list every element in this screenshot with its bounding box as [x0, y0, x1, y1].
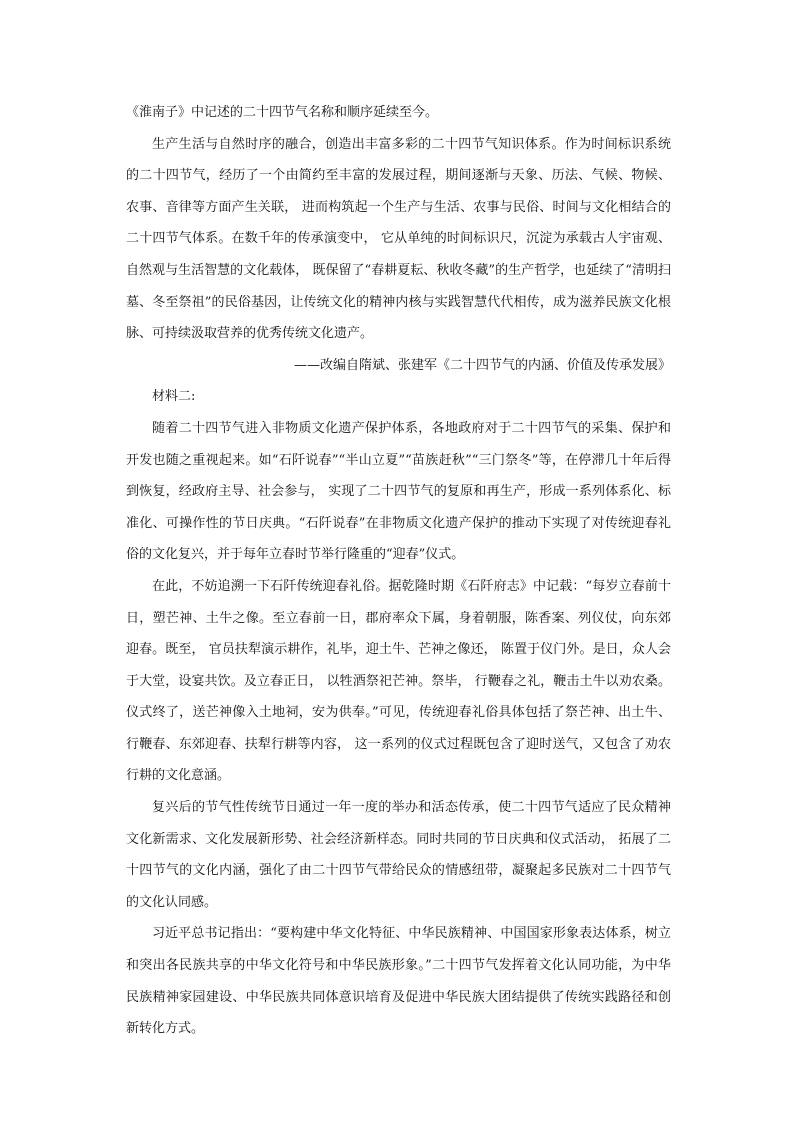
paragraph: 复兴后的节气性传统节日通过一年一度的举办和活态传承，使二十四节气适应了民众精神文化新需求、文化发展新形势、社会经济新样态。同时共同的节日庆典和仪式活动， 拓展了二十四节气的文化内涵，强化了由二十四节气带给民众的情感纽带，凝聚起多民族对二十四节气的文化认同感。	[126, 800, 671, 910]
source-citation: ——改编自隋斌、张建军《二十四节气的内涵、价值及传承发展》	[293, 357, 671, 373]
document-body	[126, 97, 671, 1045]
paragraph-continuation: 《淮南子》中记述的二十四节气名称和顺序延续至今。	[126, 105, 439, 120]
material-heading: 材料二:	[152, 389, 196, 405]
paragraph: 随着二十四节气进入非物质文化遗产保护体系，各地政府对于二十四节气的采集、保护和开发也随之重视起来。如“石阡说春”“半山立夏”“苗族赶秋”“三门祭冬”等，在停滞几十年后得到恢复，经政府主导、社会参与， 实现了二十四节气的复原和再生产，形成一系列体系化、标准化、可操作性的节日庆典。“石阡说春”在非物质文化遗产保护的推动下实现了对传统迎春礼俗的文化复兴，并于每年立春时节举行隆重的“迎春”仪式。	[126, 420, 671, 563]
paragraph: 在此，不妨追溯一下石阡传统迎春礼俗。据乾隆时期《石阡府志》中记载：“每岁立春前十日，塑芒神、土牛之像。至立春前一日，郡府率众下属，身着朝服，陈香案、列仪仗，向东郊迎春。既至， 官员扶犁演示耕作，礼毕，迎土牛、芒神之像还， 陈置于仪门外。是日，众人会于大堂，设宴共饮。及立春正日， 以牲酒祭祀芒神。祭毕， 行鞭春之礼，鞭击土牛以劝农桑。仪式终了，送芒神像入土地祠，安为供奉。”可见，传统迎春礼俗具体包括了祭芒神、出土牛、行鞭春、东郊迎春、扶犁行耕等内容， 这一系列的仪式过程既包含了迎时送气，又包含了劝农行耕的文化意涵。	[126, 578, 671, 784]
paragraph: 习近平总书记指出：“要构建中华文化特征、中华民族精神、中国国家形象表达体系，树立和突出各民族共享的中华文化符号和中华民族形象。”二十四节气发挥着文化认同功能，为中华民族精神家园建设、中华民族共同体意识培育及促进中华民族大团结提供了传统实践路径和创新转化方式。	[126, 926, 671, 1037]
paragraph: 生产生活与自然时序的融合，创造出丰富多彩的二十四节气知识体系。作为时间标识系统的二十四节气，经历了一个由简约至丰富的发展过程，期间逐渐与天象、历法、气候、物候、农事、音律等方面产生关联， 进而构筑起一个生产与生活、农事与民俗、时间与文化相结合的二十四节气体系。在数千年的传承演变中， 它从单纯的时间标识尺，沉淀为承载古人宇宙观、自然观与生活智慧的文化载体， 既保留了“春耕夏耘、秋收冬藏”的生产哲学，也延续了“清明扫墓、冬至祭祖”的民俗基因，让传统文化的精神内核与实践智慧代代相传，成为滋养民族文化根脉、可持续汲取营养的优秀传统文化遗产。	[126, 136, 671, 342]
